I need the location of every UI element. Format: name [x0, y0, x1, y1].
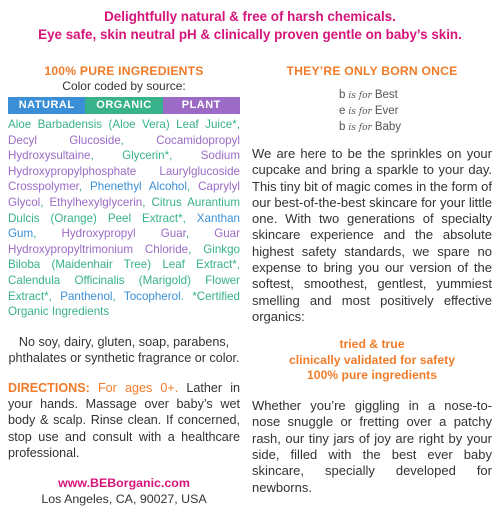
ingredient: Xanthan Gum [8, 211, 240, 241]
story-column [252, 64, 492, 506]
header [8, 8, 492, 44]
tagline-line: tried & true [339, 337, 405, 352]
header-line-1: Delightfully natural & free of harsh chemicals. [104, 9, 396, 24]
ingredients-column [8, 64, 240, 506]
legend-organic: ORGANIC [85, 97, 162, 114]
ingredient: Hydroxypropyl Guar [61, 227, 186, 241]
ingredient-separator: , [182, 211, 197, 225]
ingredient: Aloe Barbadensis (Aloe Vera) Leaf Juice* [8, 118, 237, 131]
acronym-word: Best [374, 89, 398, 101]
beb-acronym [339, 88, 492, 136]
acronym-small: is for [348, 107, 372, 117]
ingredient-separator: , [186, 180, 199, 194]
columns [8, 64, 492, 506]
free-of-statement: No soy, dairy, gluten, soap, parabens, phthalates or synthetic fragrance or color. [8, 334, 240, 366]
acronym-line [339, 88, 492, 104]
ingredient: Glycerin* [122, 149, 170, 163]
directions-text: Lather in your hands. Massage over baby’s wet body & scalp. Rinse clean. If concerned, stop use and consult with a healthcare professional. [8, 380, 240, 461]
ingredient-separator: , [188, 242, 204, 256]
ingredients-heading: 100% PURE INGREDIENTS [44, 64, 204, 78]
ingredient: Decyl Glucoside [8, 133, 121, 147]
organic-footnote: *Certified Organic Ingredients [8, 289, 240, 319]
ingredient: Ginkgo Biloba (Maidenhair Tree) Leaf Extract* [8, 242, 240, 272]
ingredient-separator: , [236, 258, 240, 272]
ingredient-separator: , [236, 118, 240, 131]
brand-story: We are here to be the sprinkles on your cupcake and bring a sparkle to your day. This tiny bit of magic comes in the form of our best-of-the-best skincare for your little one. With two generations of specialty skincare experience and the absolute highest safety standards, we spare no expense to bring you our version of the softest, smoothest, gentlest, yummiest smelling and most positively effective organics: [252, 146, 492, 324]
ingredient-separator: , [78, 180, 91, 194]
acronym-small: is for [348, 91, 372, 101]
story-heading: THEY’RE ONLY BORN ONCE [286, 64, 458, 78]
ingredient-separator: , [185, 227, 215, 241]
acronym-letter: e [339, 105, 346, 117]
address: Los Angeles, CA, 90027, USA [41, 491, 207, 506]
ingredient: Citrus Aurantium Dulcis (Orange) Peel Extract* [8, 195, 240, 225]
acronym-line [339, 104, 492, 120]
website-link[interactable]: www.BEBorganic.com [58, 475, 190, 490]
source-legend [8, 97, 240, 114]
legend-natural: NATURAL [8, 97, 85, 114]
ingredient: Phenethyl Alcohol [90, 180, 187, 194]
ingredient: Cocamidopropyl Hydroxysultaine [8, 133, 240, 163]
ingredient-separator: , [48, 289, 61, 303]
tagline [252, 337, 492, 384]
tagline-line: 100% pure ingredients [306, 368, 438, 383]
tagline-line: clinically validated for safety [289, 352, 455, 367]
acronym-letter: b [339, 89, 346, 101]
ingredient-separator: , [33, 227, 62, 241]
ingredient-separator: , [90, 149, 123, 163]
ingredient-separator: , [169, 149, 201, 163]
closing-paragraph: Whether you’re giggling in a nose-to-nose snuggle or fretting over a patchy rash, our tiny jars of joy are right by your side, filled with the best ever baby skincare, specially developed for newborns. [252, 398, 492, 495]
ingredient: Tocopherol [123, 289, 181, 303]
acronym-line [339, 120, 492, 136]
ingredient-separator: , [120, 133, 157, 147]
ingredient: Calendula Officinalis (Marigold) Flower Extract* [8, 273, 240, 303]
acronym-word: Ever [374, 105, 399, 117]
ingredient-separator: , [40, 195, 50, 209]
ingredient-separator: , [142, 195, 152, 209]
ingredient: Panthenol [60, 289, 113, 303]
header-line-2: Eye safe, skin neutral pH & clinically proven gentle on baby’s skin. [38, 27, 462, 42]
ingredient-separator: , [112, 289, 124, 303]
acronym-word: Baby [374, 121, 402, 133]
color-code-note: Color coded by source: [62, 79, 186, 93]
ingredient: Sodium Hydroxypropylphosphate Laurylglucoside Crosspolymer [8, 149, 240, 194]
legend-plant: PLANT [163, 97, 240, 114]
acronym-letter: b [339, 121, 346, 133]
directions [8, 380, 240, 462]
ingredient-separator: . [180, 289, 193, 303]
acronym-small: is for [348, 123, 372, 133]
directions-label: DIRECTIONS: [8, 380, 90, 395]
ingredient: Ethylhexylglycerin [49, 195, 143, 209]
ingredient: Caprylyl Glycol [8, 180, 240, 209]
ingredient: Guar Hydroxypropyltrimonium Chloride [8, 227, 240, 256]
directions-age: For ages 0+. [89, 380, 179, 395]
ingredient-list [8, 117, 240, 320]
